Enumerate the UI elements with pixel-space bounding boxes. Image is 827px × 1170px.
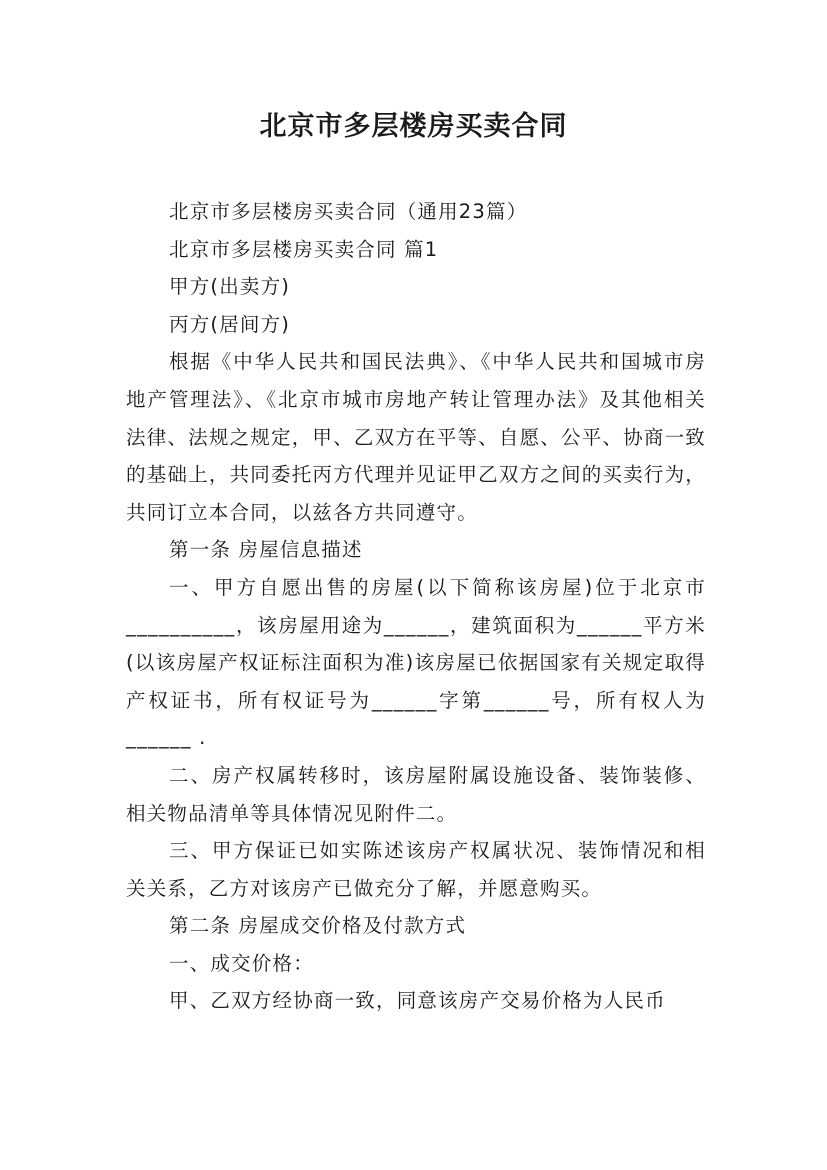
paragraph-section-2-item-1: 一、成交价格： [169, 951, 314, 975]
paragraph-section-2-title: 第二条 房屋成交价格及付款方式 [169, 914, 467, 938]
paragraph-section-1-item-2: 二、房产权属转移时，该房屋附属设施设备、装饰装修、相关物品清单等具体情况见附件二。 [126, 763, 706, 825]
paragraph-party-a: 甲方(出卖方) [169, 275, 291, 299]
document-title: 北京市多层楼房买卖合同 [259, 111, 568, 142]
paragraph-party-c: 丙方(居间方) [169, 312, 291, 336]
paragraph-section-1-item-1: 一、甲方自愿出售的房屋(以下简称该房屋)位于北京市__________，该房屋用途为______，建筑面积为______平方米(以该房屋产权证标注面积为准)该房屋已依据国家有关规定取得产权证书，所有权证号为______字第______号，所有权人为______ . [126, 575, 706, 750]
paragraph-heading-article-1: 北京市多层楼房买卖合同 篇1 [169, 237, 439, 261]
paragraph-section-1-title: 第一条 房屋信息描述 [169, 538, 363, 562]
paragraph-section-1-item-3: 三、甲方保证已如实陈述该房产权属状况、装饰情况和相关关系，乙方对该房产已做充分了解，并愿意购买。 [126, 839, 706, 900]
paragraph-heading-collection: 北京市多层楼房买卖合同（通用23篇） [169, 200, 528, 223]
document-body [126, 193, 706, 1020]
paragraph-preamble: 根据《中华人民共和国民法典》、《中华人民共和国城市房地产管理法》、《北京市城市房地产转让管理办法》及其他相关法律、法规之规定，甲、乙双方在平等、自愿、公平、协商一致的基础上，共同委托丙方代理并见证甲乙双方之间的买卖行为，共同订立本合同，以兹各方共同遵守。 [126, 350, 706, 524]
paragraph-section-2-price: 甲、乙双方经协商一致，同意该房产交易价格为人民币 [169, 989, 666, 1013]
